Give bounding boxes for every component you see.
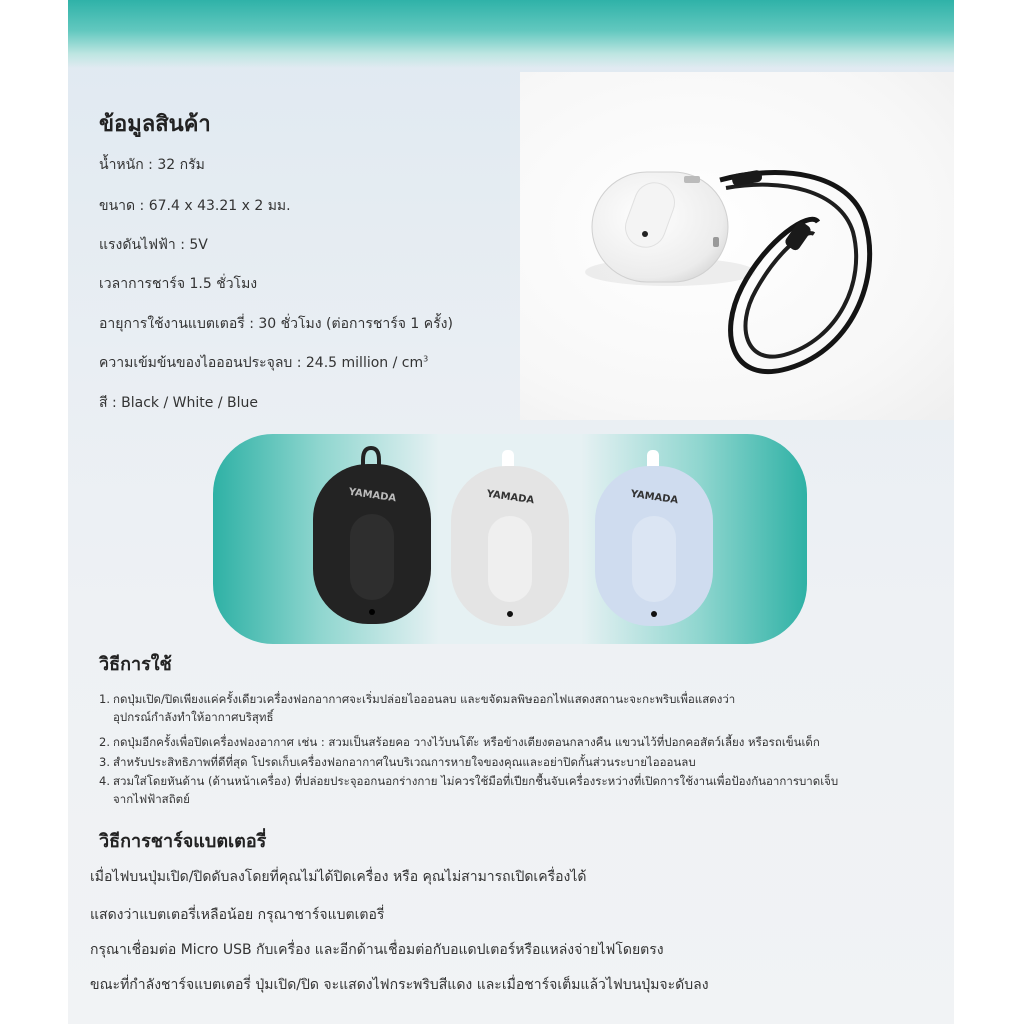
top-teal-band [68,0,954,68]
usage-step-number: 1. [99,692,110,706]
svg-text:YAMADA: YAMADA [347,486,397,505]
spec-charge-time: เวลาการชาร์จ 1.5 ชั่วโมง [99,276,258,292]
usage-step-number: 2. [99,735,110,749]
device-blue [595,450,713,626]
usage-step-2 [99,733,939,751]
usage-step-number: 3. [99,755,110,769]
product-card [68,0,954,1024]
usage-step-3 [99,753,939,771]
usage-step-text: กดปุ่มอีกครั้งเพื่อปิดเครื่องฟองอากาศ เช่น : สวมเป็นสร้อยคอ วางไว้บนโต๊ะ หรือข้างเตียงตอนกลางคืน แขวนไว้ที่ปอกคอสัตว์เลี้ยง หรือรถเข็นเด็ก [113,735,820,749]
usage-step-text: สวมใส่โดยหันด้าน (ด้านหน้าเครื่อง) ที่ปล่อยประจุออกนอกร่างกาย ไม่ควรใช้มือที่เปียกชื้นจับเครื่องระหว่างที่เปิดการใช้งานเพื่อป้องกันอาการบาดเจ็บ [113,774,839,788]
svg-text:YAMADA: YAMADA [485,488,535,507]
spec-size: ขนาด : 67.4 x 43.21 x 2 มม. [99,198,291,214]
charging-line-2: แสดงว่าแบตเตอรี่เหลือน้อย กรุณาชาร์จแบตเตอรี่ [90,907,385,923]
usage-step-1 [99,690,939,726]
usage-step-text: สำหรับประสิทธิภาพที่ดีที่สุด โปรดเก็บเครื่องฟอกอากาศในบริเวณการหายใจของคุณและอย่าปิดกั้นส่วนระบายไอออนลบ [113,755,696,769]
product-photo [520,72,954,420]
spec-colors: สี : Black / White / Blue [99,395,258,411]
color-variants-image [213,434,807,644]
color-variants-panel [213,434,807,644]
spec-voltage: แรงดันไฟฟ้า : 5V [99,237,208,253]
product-with-lanyard-image [520,72,954,420]
usage-step-text: กดปุ่มเปิด/ปิดเพียงแค่ครั้งเดียวเครื่องฟอกอากาศจะเริ่มปล่อยไอออนลบ และขจัดมลพิษออกไฟแสดงสถานะจะกะพริบเพื่อแสดงว่า [113,692,736,706]
charging-line-4: ขณะที่กำลังชาร์จแบตเตอรี่ ปุ่มเปิด/ปิด จะแสดงไฟกระพริบสีแดง และเมื่อชาร์จเต็มแล้วไฟบนปุ่มจะดับลง [90,977,709,993]
device-black [313,448,431,624]
device-white [451,450,569,626]
spec-ion-density-exponent: 3 [423,354,429,364]
spec-battery-life: อายุการใช้งานแบตเตอรี่ : 30 ชั่วโมง (ต่อการชาร์จ 1 ครั้ง) [99,316,453,332]
usage-step-continuation: อุปกรณ์กำลังทำให้อากาศบริสุทธิ์ [113,710,274,724]
spec-ion-density-text: ความเข้มข้นของไอออนประจุลบ : 24.5 million / cm [99,355,424,371]
charging-heading: วิธีการชาร์จแบตเตอรี่ [99,831,267,852]
spec-weight: น้ำหนัก : 32 กรัม [99,157,205,173]
svg-text:YAMADA: YAMADA [629,488,679,507]
usage-heading: วิธีการใช้ [99,654,172,675]
charging-line-3: กรุณาเชื่อมต่อ Micro USB กับเครื่อง และอีกด้านเชื่อมต่อกับอแดปเตอร์หรือแหล่งจ่ายไฟโดยตรง [90,942,664,958]
usage-step-number: 4. [99,774,110,788]
charging-line-1: เมื่อไฟบนปุ่มเปิด/ปิดดับลงโดยที่คุณไม่ได้ปิดเครื่อง หรือ คุณไม่สามารถเปิดเครื่องได้ [90,869,587,885]
usage-step-continuation: จากไฟฟ้าสถิตย์ [113,792,190,806]
product-info-heading: ข้อมูลสินค้า [99,112,211,137]
usage-step-4 [99,772,939,808]
spec-ion-density [99,352,428,374]
